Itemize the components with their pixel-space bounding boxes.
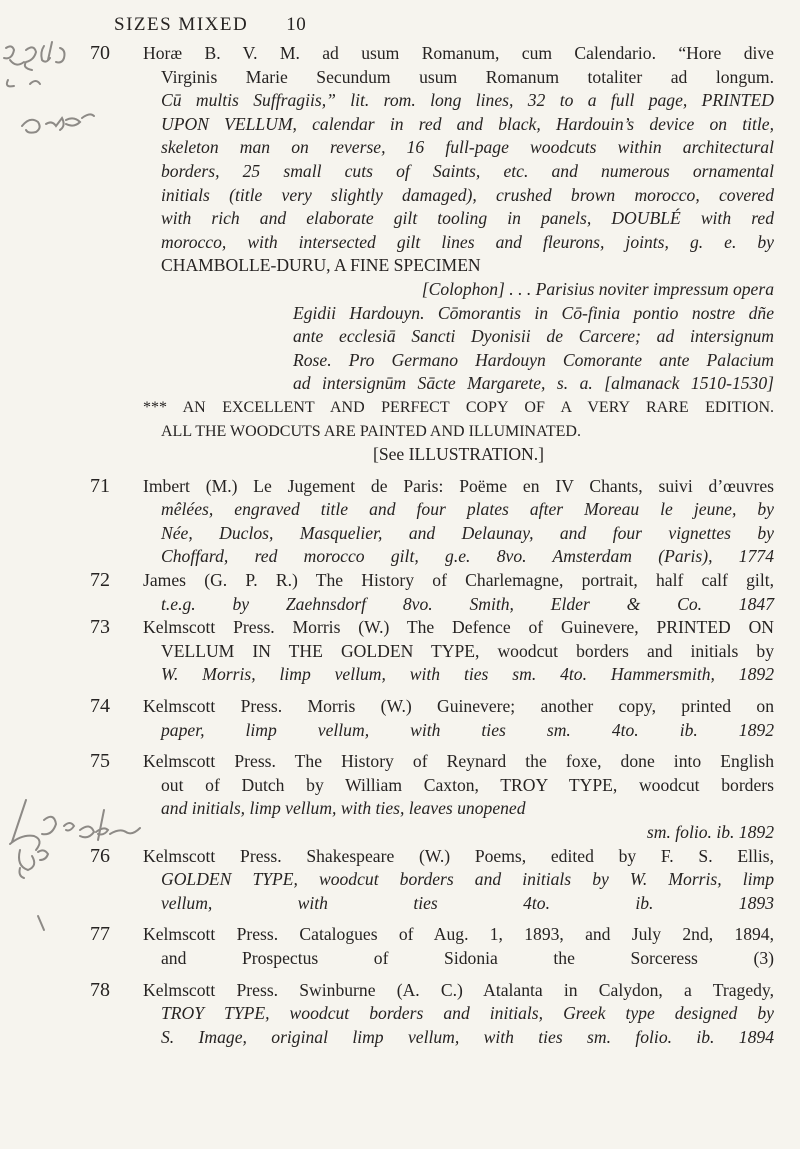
entry-line: Egidii Hardouyn. Cōmorantis in Cō-finia pontio nostre dñe — [293, 302, 774, 323]
entry-line: VELLUM IN THE GOLDEN TYPE, woodcut borders and initials by — [161, 640, 774, 661]
entry-line: initials (title very slightly damaged), crushed brown morocco, covered — [161, 184, 774, 205]
entry-line: [See ILLUSTRATION.] — [372, 444, 544, 465]
entry-line: Cū multis Suffragiis,” lit. rom. long lines, 32 to a full page, PRINTED — [161, 90, 774, 111]
entry-line: mêlées, engraved title and four plates after Moreau le jeune, by — [161, 499, 774, 520]
lot-number: 76 — [90, 844, 110, 867]
entry-line: Rose. Pro Germano Hardouyn Comorante ante Palacium — [293, 349, 774, 370]
lot-number: 74 — [90, 695, 110, 718]
catalogue-entry-75 — [0, 750, 800, 844]
entry-line: Imbert (M.) Le Jugement de Paris: Poëme en IV Chants, suivi d’œuvres — [143, 475, 774, 496]
entry-line: Horæ B. V. M. ad usum Romanum, cum Calendario. “Hore dive — [143, 43, 774, 63]
page-number: 10 — [286, 14, 307, 35]
catalogue-entry-71 — [0, 475, 800, 569]
catalogue-entry-77 — [0, 923, 800, 970]
catalogue-entry-73 — [0, 616, 800, 687]
entry-line: with rich and elaborate gilt tooling in panels, DOUBLÉ with red — [161, 208, 774, 229]
lot-number: 78 — [90, 978, 110, 1001]
entry-line: TROY TYPE, woodcut borders and initials, Greek type designed by — [161, 1003, 774, 1024]
lot-number: 70 — [90, 42, 110, 64]
lot-number: 71 — [90, 474, 110, 497]
lot-number: 75 — [90, 750, 110, 773]
catalogue-entry-74 — [0, 695, 800, 742]
entry-line: Kelmscott Press. Morris (W.) The Defence of Guinevere, PRINTED ON — [143, 617, 774, 638]
entry-line: James (G. P. R.) The History of Charlemagne, portrait, half calf gilt, — [143, 570, 774, 591]
entry-line: ad intersignūm Sācte Margarete, s. a. [almanack 1510-1530] — [293, 373, 774, 394]
entry-line: Kelmscott Press. Catalogues of Aug. 1, 1893, and July 2nd, 1894, — [143, 924, 774, 945]
catalogue-entry-72 — [0, 569, 800, 616]
entry-line: S. Image, original limp vellum, with ties sm. folio. ib. 1894 — [161, 1026, 774, 1047]
entry-line: Kelmscott Press. Swinburne (A. C.) Atalanta in Calydon, a Tragedy, — [143, 979, 774, 1000]
entry-line: GOLDEN TYPE, woodcut borders and initials by W. Morris, limp — [161, 869, 774, 890]
entry-line: and Prospectus of Sidonia the Sorceress (3) — [161, 947, 774, 968]
entry-line: Kelmscott Press. Shakespeare (W.) Poems, edited by F. S. Ellis, — [143, 845, 774, 866]
entry-line: ALL THE WOODCUTS ARE PAINTED AND ILLUMINATED. — [161, 422, 581, 440]
lot-number: 73 — [90, 616, 110, 639]
entry-line: borders, 25 small cuts of Saints, etc. and numerous ornamental — [161, 160, 774, 181]
running-head-title: SIZES MIXED — [114, 14, 249, 35]
entry-line: ante ecclesiā Sancti Dyonisii de Carcere; ad intersignum — [293, 326, 774, 347]
entry-line: Kelmscott Press. The History of Reynard the foxe, done into English — [143, 751, 774, 772]
entry-line: UPON VELLUM, calendar in red and black, Hardouin’s device on title, — [161, 113, 774, 134]
lot-number: 77 — [90, 923, 110, 946]
entry-line: vellum, with ties 4to. ib. 1893 — [161, 892, 774, 913]
entry-line: CHAMBOLLE-DURU, A FINE SPECIMEN — [161, 255, 481, 276]
catalogue-entry-76 — [0, 845, 800, 916]
entry-line: Née, Duclos, Masquelier, and Delaunay, and four vignettes by — [161, 522, 774, 543]
entry-line: and initials, limp vellum, with ties, leaves unopened — [161, 798, 526, 819]
entry-line: out of Dutch by William Caxton, TROY TYPE, woodcut borders — [161, 774, 774, 795]
entry-line: [Colophon] . . . Parisius noviter impressum opera — [421, 278, 774, 299]
entry-line: Virginis Marie Secundum usum Romanum totaliter ad longum. — [161, 66, 774, 87]
entry-line: W. Morris, limp vellum, with ties sm. 4to. Hammersmith, 1892 — [161, 664, 774, 685]
entry-line: t.e.g. by Zaehnsdorf 8vo. Smith, Elder & Co. 1847 — [161, 593, 774, 614]
catalogue-entry-70 — [0, 42, 800, 467]
lot-number: 72 — [90, 569, 110, 592]
running-head — [114, 14, 306, 36]
entry-line: skeleton man on reverse, 16 full-page woodcuts within architectural — [161, 137, 774, 158]
catalogue-entry-78 — [0, 979, 800, 1050]
entry-line: Kelmscott Press. Morris (W.) Guinevere; another copy, printed on — [143, 696, 774, 717]
catalogue-entries — [0, 42, 800, 1049]
entry-line: morocco, with intersected gilt lines and fleurons, joints, g. e. by — [161, 231, 774, 252]
entry-line: Choffard, red morocco gilt, g.e. 8vo. Amsterdam (Paris), 1774 — [161, 546, 774, 567]
entry-line: sm. folio. ib. 1892 — [646, 822, 774, 842]
entry-line: *** AN EXCELLENT AND PERFECT COPY OF A VERY RARE EDITION. — [143, 398, 774, 416]
entry-line: paper, limp vellum, with ties sm. 4to. ib. 1892 — [161, 719, 774, 740]
